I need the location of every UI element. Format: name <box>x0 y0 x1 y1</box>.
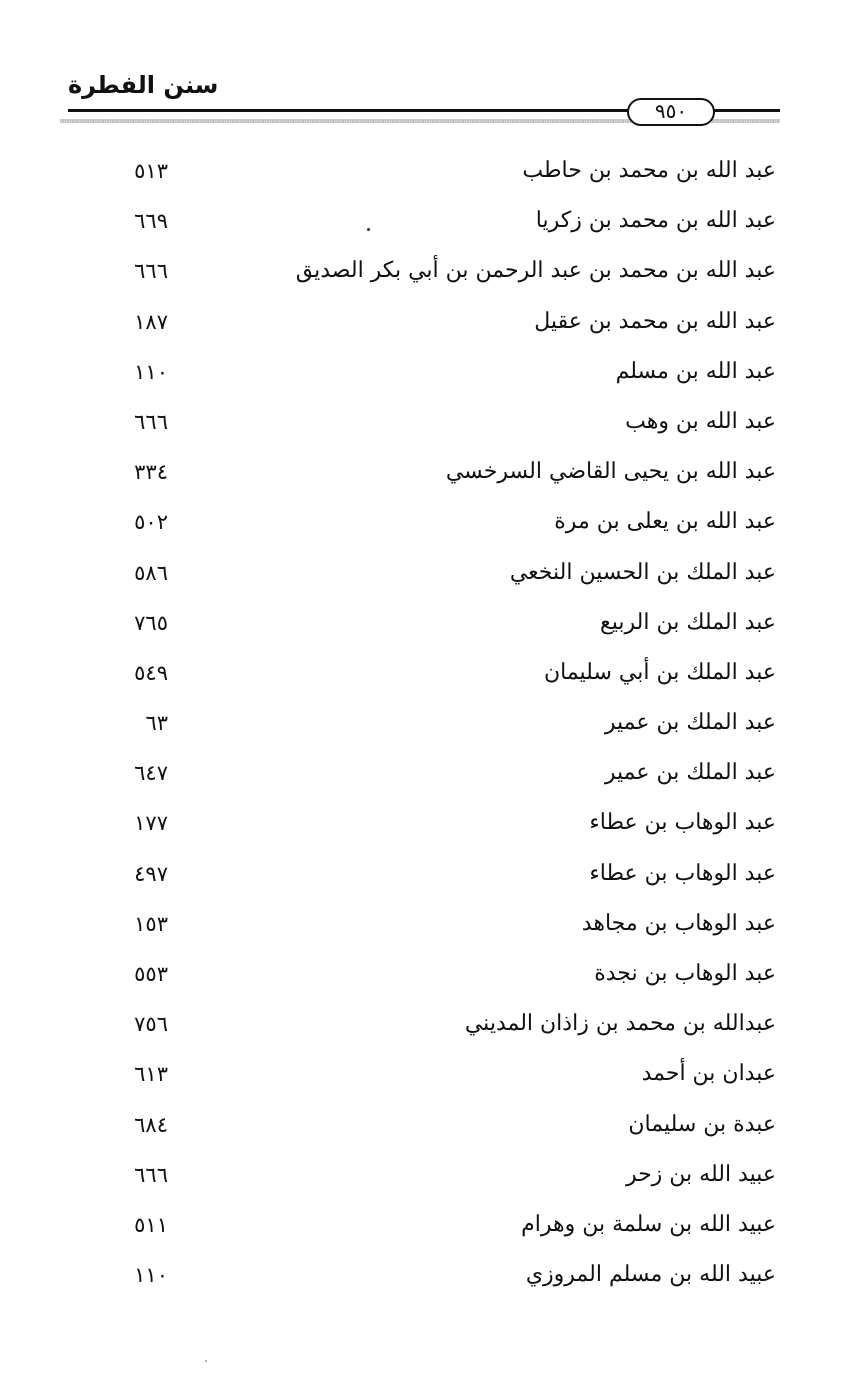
entry-name: عبد الملك بن الربيع <box>600 609 776 635</box>
entry-name: عبدالله بن محمد بن زاذان المديني <box>464 1011 776 1037</box>
entry-name: عبد الملك بن عمير <box>604 710 776 736</box>
index-entry <box>0 198 868 248</box>
index-entry <box>0 148 868 198</box>
index-entry <box>0 951 868 1001</box>
index-entry <box>0 248 868 298</box>
entry-name: عبد الله بن محمد بن حاطب <box>522 158 776 183</box>
entry-page-number: ٦٤٧ <box>134 761 168 786</box>
entry-page-number: ٥٥٣ <box>134 962 168 986</box>
index-entry <box>0 700 868 750</box>
entry-page-number: ٦٦٩ <box>134 209 168 234</box>
scan-speck <box>205 1360 207 1362</box>
entry-page-number: ٦٦٦ <box>134 259 168 284</box>
entry-page-number: ٥١١ <box>134 1212 168 1237</box>
entry-name: عبدة بن سليمان <box>628 1111 776 1137</box>
index-entry <box>0 650 868 700</box>
index-entry <box>0 851 868 901</box>
index-entry <box>0 399 868 449</box>
entry-page-number: ١٧٧ <box>134 811 168 836</box>
entry-name: عبد الله بن يعلى بن مرة <box>554 509 776 535</box>
entry-name: عبد الوهاب بن مجاهد <box>581 910 776 936</box>
entry-page-number: ٦٦٦ <box>134 1162 168 1187</box>
index-entry <box>0 600 868 650</box>
entry-name: عبد الملك بن عمير <box>604 760 776 786</box>
index-entry <box>0 1252 868 1302</box>
index-entry <box>0 550 868 600</box>
entry-page-number: ١١٠ <box>134 1263 168 1288</box>
entry-page-number: ٥٨٦ <box>134 560 168 585</box>
entry-page-number: ٤٩٧ <box>134 861 168 886</box>
entry-page-number: ٦٨٤ <box>134 1112 168 1137</box>
entry-page-number: ٣٣٤ <box>134 460 168 485</box>
entry-name: عبد الملك بن أبي سليمان <box>543 659 776 685</box>
index-entry <box>0 750 868 800</box>
index-entry <box>0 800 868 850</box>
entry-page-number: ٦١٣ <box>134 1062 168 1087</box>
name-index-list <box>0 148 868 1302</box>
index-entry <box>0 1051 868 1101</box>
entry-name: عبد الوهاب بن عطاء <box>589 810 776 836</box>
index-entry <box>0 901 868 951</box>
entry-page-number: ١٨٧ <box>134 309 168 334</box>
scan-speck <box>367 228 370 231</box>
entry-name: عبد الوهاب بن نجدة <box>594 961 776 986</box>
index-entry <box>0 499 868 549</box>
index-entry <box>0 1152 868 1202</box>
index-entry <box>0 349 868 399</box>
entry-name: عبد الله بن وهب <box>625 408 776 434</box>
entry-name: عبد الله بن يحيى القاضي السرخسي <box>445 459 776 485</box>
index-entry <box>0 1202 868 1252</box>
entry-name: عبيد الله بن زحر <box>625 1161 776 1187</box>
entry-page-number: ٧٦٥ <box>134 610 168 635</box>
entry-name: عبد الله بن محمد بن زكريا <box>535 208 776 234</box>
entry-page-number: ١٥٣ <box>134 911 168 936</box>
index-entry <box>0 449 868 499</box>
entry-name: عبد الوهاب بن عطاء <box>589 860 776 886</box>
entry-name: عبيد الله بن سلمة بن وهرام <box>521 1211 776 1237</box>
entry-page-number: ١١٠ <box>134 359 168 384</box>
entry-page-number: ٧٥٦ <box>134 1012 168 1037</box>
entry-name: عبد الملك بن الحسين النخعي <box>509 559 776 585</box>
page-number-badge: ٩٥٠ <box>627 98 715 126</box>
entry-page-number: ٦٣ <box>145 711 168 736</box>
index-entry <box>0 1001 868 1051</box>
entry-page-number: ٦٦٦ <box>134 409 168 434</box>
entry-name: عبد الله بن محمد بن عقيل <box>534 308 776 334</box>
entry-name: عبدان بن أحمد <box>641 1061 776 1087</box>
running-header-title: سنن الفطرة <box>68 71 219 99</box>
entry-page-number: ٥١٣ <box>134 159 168 183</box>
entry-name: عبد الله بن مسلم <box>615 358 776 384</box>
entry-name: عبد الله بن محمد بن عبد الرحمن بن أبي بكر الصديق <box>295 258 776 284</box>
entry-page-number: ٥٤٩ <box>134 660 168 685</box>
entry-page-number: ٥٠٢ <box>134 510 168 535</box>
entry-name: عبيد الله بن مسلم المروزي <box>525 1262 776 1288</box>
index-entry <box>0 299 868 349</box>
index-entry <box>0 1102 868 1152</box>
